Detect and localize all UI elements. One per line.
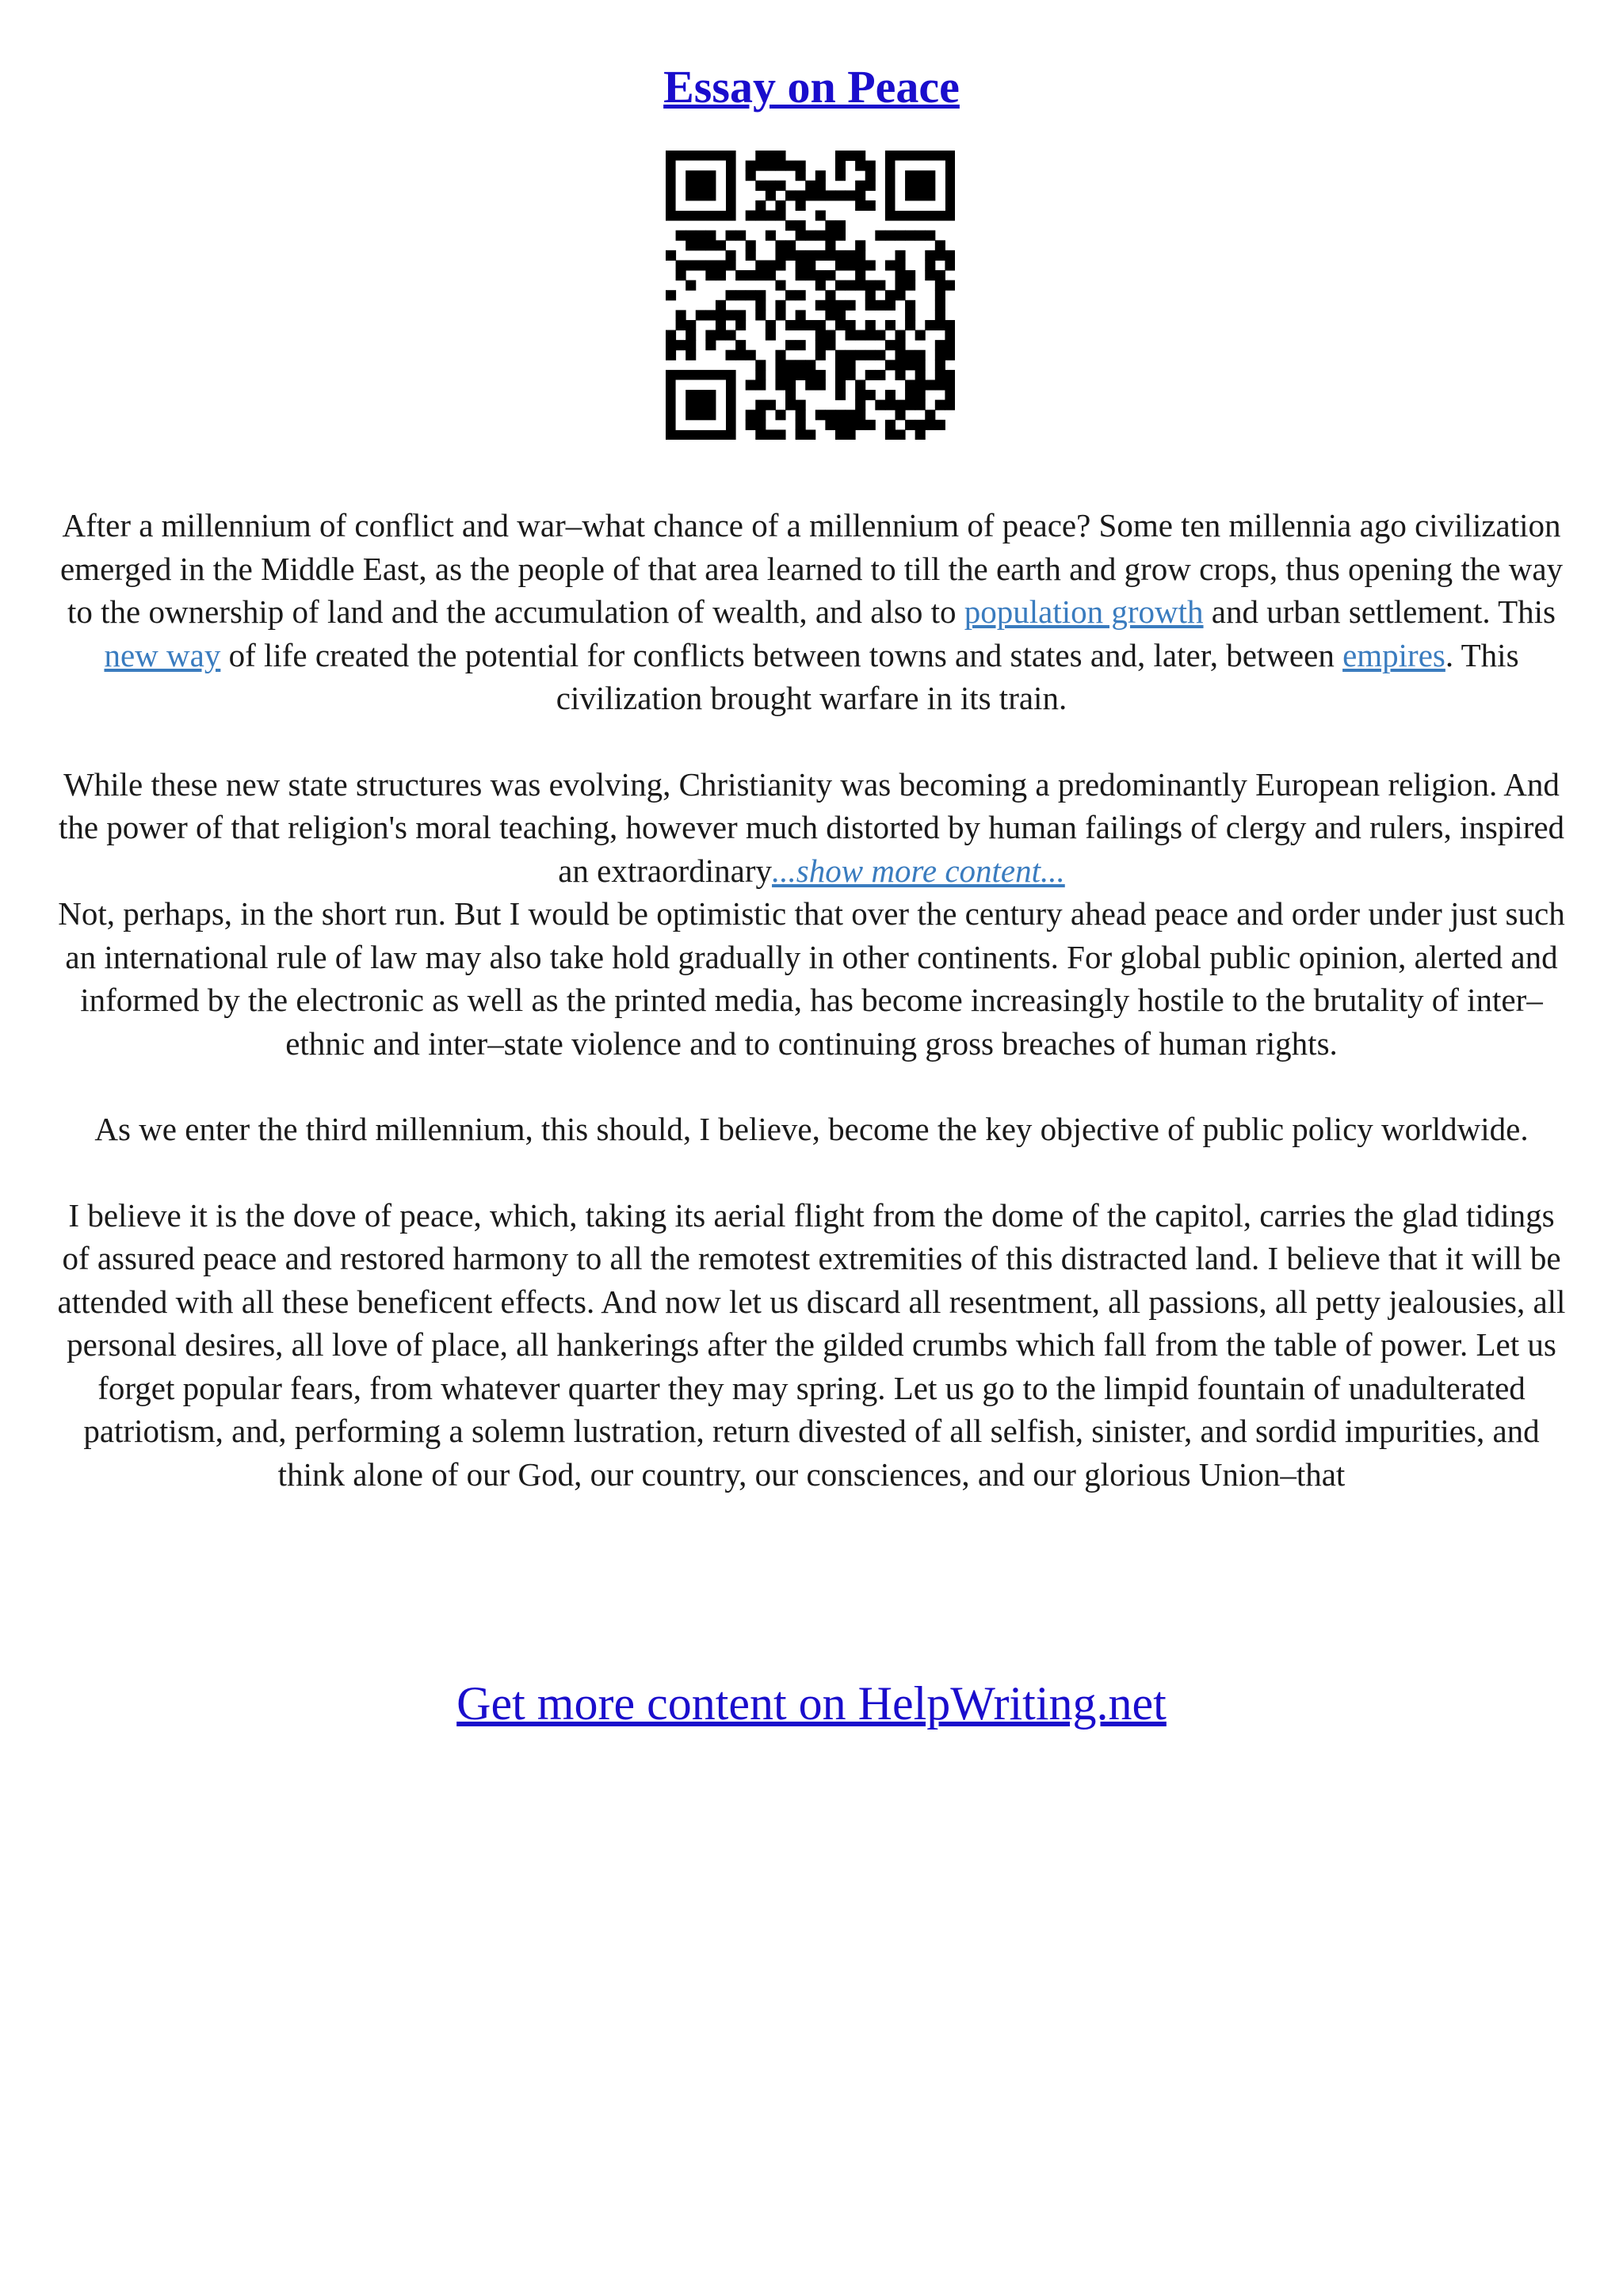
qr-code-icon <box>666 151 955 440</box>
paragraph-5: I believe it is the dove of peace, which, taking its aerial flight from the dome of the capitol, carries the glad tidings of assured peace and restored harmony to all the remotest extremities of this distracted land. I believe that it will be attended with all these beneficent effects. And now let us discard all resentment, all passions, all petty jealousies, all personal desires, all love of place, all hankerings after the gilded crumbs which fall from the table of power. Let us forget popular fears, from whatever quarter they may spring. Let us go to the limpid fountain of unadulterated patriotism, and, performing a solemn lustration, return divested of all selfish, sinister, and sordid impurities, and think alone of our God, our country, our consciences, and our glorious Union–that <box>57 1196 1566 1493</box>
paragraph-4: As we enter the third millennium, this should, I believe, become the key objective of public policy worldwide. <box>94 1111 1529 1147</box>
paragraph-2-text: While these new state structures was evolving, Christianity was becoming a predominantly European religion. And the power of that religion's moral teaching, however much distorted by human failings of clergy and rulers, inspired an extraordinary <box>58 765 1565 889</box>
paragraph-2 <box>55 763 1568 893</box>
page-title <box>0 55 1623 119</box>
show-more-content-link[interactable]: ...show more content... <box>772 852 1065 889</box>
new-way-link[interactable]: new way <box>104 636 221 673</box>
essay-body <box>55 504 1568 1496</box>
footer <box>0 1672 1623 1735</box>
population-growth-link[interactable]: population growth <box>964 593 1204 630</box>
paragraph-1-text-d: . This civilization brought warfare in its train. <box>556 636 1519 716</box>
paragraph-3: Not, perhaps, in the short run. But I would be optimistic that over the century ahead peace and order under just such an international rule of law may also take hold gradually in other continents. For global public opinion, alerted and informed by the electronic as well as the printed media, has become increasingly hostile to the brutality of inter–ethnic and inter–state violence and to continuing gross breaches of human rights. <box>58 895 1565 1062</box>
empires-link[interactable]: empires <box>1342 636 1445 673</box>
helpwriting-link[interactable]: Get more content on HelpWriting.net <box>456 1677 1167 1730</box>
paragraph-1 <box>55 504 1568 720</box>
paragraph-1-text-a: After a millennium of conflict and war–what chance of a millennium of peace? Some ten millennia ago civilization emerged in the Middle East, as the people of that area learned to till the earth and grow crops, thus opening the way to the ownership of land and the accumulation of wealth, and also to <box>59 507 1564 630</box>
paragraph-1-text-c: of life created the potential for conflicts between towns and states and, later, between <box>220 636 1343 673</box>
qr-code-graphic <box>666 151 955 440</box>
paragraph-1-text-b: and urban settlement. This <box>1203 593 1556 630</box>
title-link[interactable]: Essay on Peace <box>663 61 960 113</box>
